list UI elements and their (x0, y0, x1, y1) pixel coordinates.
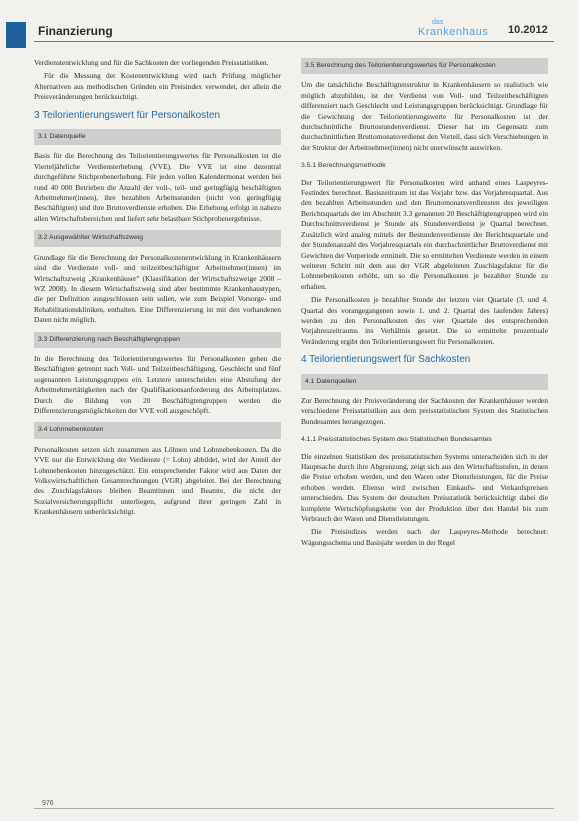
issue-number: 10.2012 (508, 24, 548, 36)
paragraph: Zur Berechnung der Preisveränderung der Sachkosten der Krankenhäuser werden verschiedene Preisstatistiken aus dem preisstatistischen System des Statistischen Bundesamtes herangezogen. (301, 395, 548, 426)
page-number: 976 (42, 800, 54, 807)
footer-rule (34, 808, 554, 809)
subsection-heading: 4.1 Datenquellen (301, 374, 548, 390)
paragraph: Basis für die Berechnung des Teilorientierungswertes für Personalkosten ist die Vierteljährliche Verdiensterhebung (VVE). Die VVE ist eine dezentral durchgeführte Stichprobenerhebung. Für jeden vollen Kalendermonat werden bei rund 40 000 Betrieben die Anzahl der voll-, teil- und geringfügig beschäftigten Arbeitnehmer(innen), ihre bezahlten Arbeitsstunden (nicht von geringfügig Beschäftigten) und ihre Bruttoverdienste erhoben. Die Erhebung erfolgt in nahezu allen Wirtschaftsbereichen und liefert sehr belastbare Stichprobenergebnisse. (34, 151, 281, 223)
subsection-heading: 3.2 Ausgewählter Wirtschaftszweig (34, 230, 281, 246)
right-column (301, 58, 548, 551)
journal-logo (418, 19, 498, 41)
subsection-heading: 3.1 Datenquelle (34, 129, 281, 145)
logo-small-text: das (432, 19, 444, 26)
paragraph: Der Teilorientierungswert für Personalkosten wird anhand eines Laspeyres-Festindex berechnet. Basiszeitraum ist das Vorjahr bzw. das Vorjahresquartal. Aus den bezahlten Arbeitsstunden und den Bruttomonatsverdiensten des jeweiligen Berichtsquartals der im Abschnitt 3.3 genannten 20 Beschäftigtengruppen wird ein Durchschnittsverdienst je Stunde als Stundenverdienst je Quartal berechnet. Zusätzlich wird analog mittels der Bestundenverdienste der Berichtsquartale und der Stundenanzahl des Vorjahresquartals ein durchschnittlicher Bruttoverdienst mit Gewichten der Vorperiode ermittelt. Die so ermittelten Verdienste werden in einem weiteren Schritt mit dem aus der VGR abgeleiteten Zuschlagsfaktor für die Lohnnebenkosten erhöht, um so die Personalkosten je bezahlter Stunde zu erhalten. (301, 177, 548, 291)
subsubsection-heading: 3.5.1 Berechnungsmethodik (301, 162, 386, 170)
subsubsection-heading: 4.1.1 Preisstatistisches System des Statistischen Bundesamtes (301, 436, 492, 444)
section-heading: 3 Teilorientierungswert für Personalkosten (34, 109, 221, 121)
paragraph: In die Berechnung des Teilorientierungswertes für Personalkosten gehen die Beschäftigten getrennt nach Voll- und Teilzeitbeschäftigung, Geschlecht und fünf sogenannten Leistungsgruppen ein. Letztere unterscheiden eine Abstufung der Arbeitnehmertätigkeiten nach der Qualifikationsanforderung des Arbeitsplatzes. Durch die Bildung von 20 Beschäftigtengruppen werden die Differenzierungsmöglichkeiten der VVE voll ausgeschöpft. (34, 353, 281, 415)
left-column (34, 58, 281, 521)
paragraph: Für die Messung der Kostenentwicklung wird nach Prüfung möglicher Alternativen aus methodischen Gründen ein Preisindex verwendet, der allein die Preisveränderungen berücksichtigt. (34, 71, 281, 102)
running-header-section: Finanzierung (38, 24, 113, 38)
paragraph: Um die tatsächliche Beschäftigtenstruktur in Krankenhäusern so realistisch wie möglich abzubilden, ist der Verdienst von Voll- und Teilzeitbeschäftigten differenziert nach Geschlecht und Leistungsgruppen berücksichtigt. Grundlage für die Gewichtung der Teilorientierungswerte für Personalkosten ist der durchschnittliche Bruttostundenverdienst. Dieser hat im Gegensatz zum durchschnittlichen Bruttomonatsverdienst den Vorteil, dass sich Verschiebungen in der Struktur der Arbeitnehmer(innen) nicht unerwünscht auswirken. (301, 80, 548, 152)
subsection-heading: 3.3 Differenzierung nach Beschäftigtengruppen (34, 332, 281, 348)
subsection-heading: 3.5 Berechnung des Teilorientierungswertes für Personalkosten (301, 58, 548, 74)
logo-main-text: Krankenhaus (418, 26, 489, 38)
paragraph: Die Personalkosten je bezahlter Stunde der letzten vier Quartale (3. und 4. Quartal des vorangegangenen sowie 1. und 2. Quartal des laufenden Jahres) werden zu den Personalkosten des vier Quartale des entsprechenden Vorjahreszeitraums ins Verhältnis gesetzt. Die so ermittelte prozentuale Veränderung ergibt den Teilorientierungswert für Personalkosten. (301, 295, 548, 346)
section-heading: 4 Teilorientierungswert für Sachkosten (301, 354, 471, 366)
paragraph: Personalkosten setzen sich zusammen aus Löhnen und Lohnnebenkosten. Da die VVE nur die Entwicklung der Verdienste (= Lohn) abbildet, wird der Anteil der Lohnnebenkosten hinzugeschätzt. Ein entsprechender Faktor wird aus Daten der Volkswirtschaftlichen Gesamtrechnungen (VGR) abgeleitet. Bei der Berechnung des Zuschlagsfaktors bleiben Beamtinnen und Beamte, die nicht der Sozialversicherungspflicht unterliegen, aufgrund ihrer geringen Zahl in Krankenhäusern unberücksichtigt. (34, 444, 281, 517)
paragraph: Die Preisindizes werden nach der Laspeyres-Methode berechnet: Wägungsschema und Basisjahr werden in der Regel (301, 527, 548, 547)
section-color-tab (6, 22, 26, 48)
paragraph: Grundlage für die Berechnung der Personalkostenentwicklung in Krankenhäusern sind die Verdienste voll- und teilzeitbeschäftigter Arbeitnehmer(innen) im Wirtschaftszweig „Krankenhäuser" (Klassifikation der Wirtschaftszweige 2008 – WZ 2008). In diesem Wirtschaftszweig sind aber bestimmte Krankenhaustypen, die per Definition ausgeschlossen sein sollen, wie zum Beispiel Vorsorge- und Rehabilitationskliniken, enthalten. Eine Differenzierung ist mit den vorhandenen Daten nicht möglich. (34, 252, 281, 325)
subsection-heading: 3.4 Lohnnebenkosten (34, 422, 281, 438)
paragraph: Die einzelnen Statistiken des preisstatistischen Systems unterscheiden sich in der Hauptsache durch ihre Abgrenzung, zeigt sich aus den Wirtschaftsstufen, in denen die Preise erhoben werden, und den Waren oder Dienstleistungen, für die Preise erhoben werden. Ebenso wird zwischen Einkaufs- und Verkaufspreisen unterschieden. Das System der deutschen Preisstatistik berücksichtigt dabei die komplette Wertschöpfungskette von der Produktion über den Handel bis zum Verbrauch der Waren und Dienstleistungen. (301, 451, 548, 524)
paragraph: Verdienstentwicklung und für die Sachkosten der vorliegenden Preisstatistiken. (34, 58, 269, 67)
header-rule (34, 41, 554, 42)
